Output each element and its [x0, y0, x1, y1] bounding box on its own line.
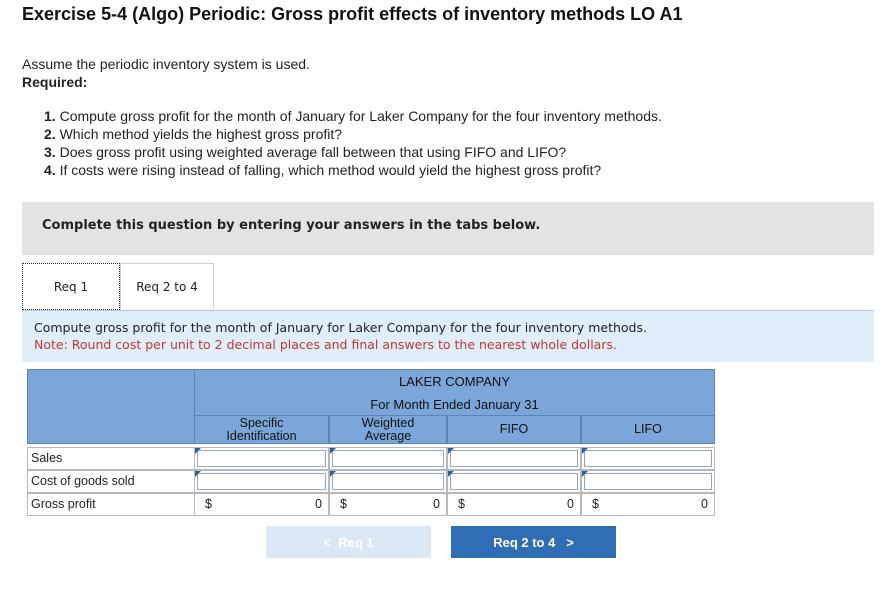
sales-specific-cell [194, 447, 329, 470]
input-marker [448, 471, 454, 477]
required-label: Required: [22, 74, 88, 90]
input-marker [195, 448, 201, 454]
requirement-item: 3. Does gross profit using weighted average fall between that using FIFO and LIFO? [44, 144, 567, 160]
requirement-item: 1. Compute gross profit for the month of January for Laker Company for the four inventory methods. [44, 108, 662, 124]
cogs-weighted-cell [329, 470, 447, 493]
tab-req-2-to-4[interactable]: Req 2 to 4 [120, 263, 214, 310]
input-marker [330, 448, 336, 454]
cogs-lifo-input[interactable] [584, 473, 712, 490]
currency-symbol: $ [458, 497, 465, 511]
prev-req-button[interactable] [266, 526, 431, 558]
column-header-fifo: FIFO [447, 415, 581, 444]
sales-fifo-input[interactable] [450, 450, 578, 467]
input-marker [448, 448, 454, 454]
sales-weighted-input[interactable] [332, 450, 444, 467]
cogs-specific-input[interactable] [197, 473, 326, 490]
gross-profit-specific [194, 493, 329, 516]
input-marker [582, 448, 588, 454]
instruction-note: Note: Round cost per unit to 2 decimal places and final answers to the nearest whole dollars. [34, 337, 617, 352]
banner-text: Complete this question by entering your answers in the tabs below. [42, 218, 541, 233]
instructions-banner [22, 202, 874, 255]
column-header-specific: Specific Identification [194, 415, 329, 444]
page-title: Exercise 5-4 (Algo) Periodic: Gross profit effects of inventory methods LO A1 [22, 4, 683, 24]
cogs-fifo-cell [447, 470, 581, 493]
sales-lifo-cell [581, 447, 715, 470]
cogs-lifo-cell [581, 470, 715, 493]
requirement-item: 2. Which method yields the highest gross profit? [44, 126, 343, 142]
currency-symbol: $ [205, 497, 212, 511]
prev-button-label: Req 1 [338, 534, 374, 550]
input-marker [582, 471, 588, 477]
instruction-text: Compute gross profit for the month of January for Laker Company for the four inventory methods. [34, 320, 647, 335]
requirements-list [44, 107, 662, 179]
period-header: For Month Ended January 31 [194, 393, 715, 415]
intro-text: Assume the periodic inventory system is used. [22, 56, 310, 72]
input-marker [330, 471, 336, 477]
column-header-weighted: Weighted Average [329, 415, 447, 444]
gross-profit-table [27, 369, 715, 517]
currency-symbol: $ [592, 497, 599, 511]
table-corner [27, 369, 194, 444]
intro-block [22, 55, 310, 91]
sales-specific-input[interactable] [197, 450, 326, 467]
tab-req-1[interactable]: Req 1 [22, 263, 120, 310]
gross-profit-value: 0 [701, 497, 708, 511]
gross-profit-value: 0 [433, 497, 440, 511]
gross-profit-value: 0 [567, 497, 574, 511]
gross-profit-weighted [329, 493, 447, 516]
question-instruction [22, 310, 874, 362]
sales-weighted-cell [329, 447, 447, 470]
chevron-right-icon: > [566, 534, 574, 550]
row-label-cogs: Cost of goods sold [27, 470, 194, 493]
next-button-label: Req 2 to 4 [493, 534, 556, 550]
company-name: LAKER COMPANY [194, 369, 715, 393]
next-req-button[interactable] [451, 526, 616, 558]
column-header-lifo: LIFO [581, 415, 715, 444]
sales-lifo-input[interactable] [584, 450, 712, 467]
chevron-left-icon: < [323, 534, 331, 550]
cogs-weighted-input[interactable] [332, 473, 444, 490]
input-marker [195, 471, 201, 477]
row-label-sales: Sales [27, 447, 194, 470]
cogs-specific-cell [194, 470, 329, 493]
requirement-item: 4. If costs were rising instead of falling, which method would yield the highest gross profit? [44, 162, 602, 178]
currency-symbol: $ [340, 497, 347, 511]
row-label-gross-profit: Gross profit [27, 493, 194, 516]
gross-profit-fifo [447, 493, 581, 516]
gross-profit-value: 0 [315, 497, 322, 511]
gross-profit-lifo [581, 493, 715, 516]
cogs-fifo-input[interactable] [450, 473, 578, 490]
sales-fifo-cell [447, 447, 581, 470]
